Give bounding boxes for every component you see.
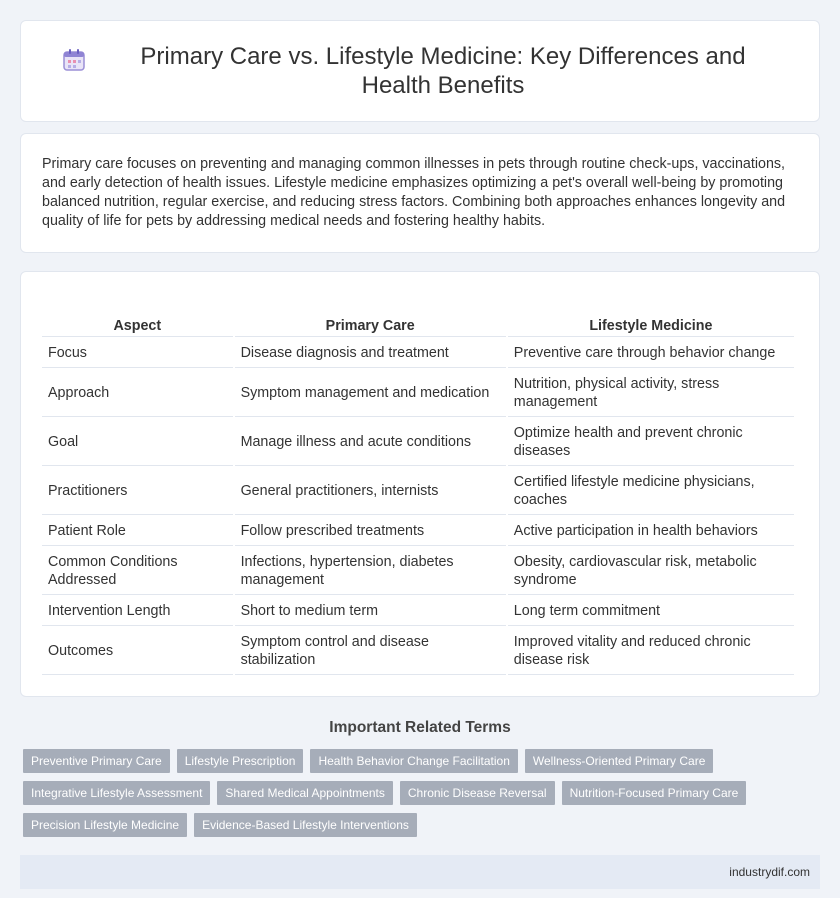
table-row [42, 517, 794, 546]
related-term-tag[interactable]: Lifestyle Prescription [177, 749, 304, 773]
calendar-icon [61, 47, 87, 73]
table-cell: Goal [42, 419, 233, 466]
table-cell: Long term commitment [508, 597, 794, 626]
table-cell: Practitioners [42, 468, 233, 515]
table-cell: Patient Role [42, 517, 233, 546]
table-row [42, 419, 794, 466]
related-term-tag[interactable]: Preventive Primary Care [23, 749, 170, 773]
table-cell: Improved vitality and reduced chronic disease risk [508, 628, 794, 675]
related-term-tag[interactable]: Wellness-Oriented Primary Care [525, 749, 714, 773]
column-header-aspect: Aspect [42, 315, 233, 337]
table-row [42, 597, 794, 626]
intro-card [20, 133, 820, 253]
column-header-lifestyle-medicine: Lifestyle Medicine [508, 315, 794, 337]
related-term-tag[interactable]: Precision Lifestyle Medicine [23, 813, 187, 837]
related-terms-heading: Important Related Terms [329, 719, 511, 736]
related-term-tag[interactable]: Chronic Disease Reversal [400, 781, 555, 805]
table-cell: Symptom control and disease stabilization [235, 628, 506, 675]
table-cell: Intervention Length [42, 597, 233, 626]
comparison-card [20, 271, 820, 697]
intro-text: Primary care focuses on preventing and managing common illnesses in pets through routine check-ups, vaccinations, and early detection of health issues. Lifestyle medicine emphasizes optimizing a pet's overall well-being by promoting balanced nutrition, regular exercise, and reducing stress factors. Combining both approaches enhances longevity and quality of life for pets by addressing medical needs and fostering healthy habits. [42, 156, 786, 229]
table-row [42, 468, 794, 515]
related-term-tag[interactable]: Evidence-Based Lifestyle Interventions [194, 813, 417, 837]
related-terms-list [23, 749, 820, 837]
table-row [42, 628, 794, 675]
table-row [42, 370, 794, 417]
related-term-tag[interactable]: Health Behavior Change Facilitation [310, 749, 517, 773]
table-cell: Follow prescribed treatments [235, 517, 506, 546]
table-cell: Certified lifestyle medicine physicians, coaches [508, 468, 794, 515]
table-row [42, 548, 794, 595]
table-cell: Symptom management and medication [235, 370, 506, 417]
table-cell: Approach [42, 370, 233, 417]
table-cell: Disease diagnosis and treatment [235, 339, 506, 368]
table-cell: Short to medium term [235, 597, 506, 626]
table-cell: Focus [42, 339, 233, 368]
table-cell: Nutrition, physical activity, stress management [508, 370, 794, 417]
table-cell: Active participation in health behaviors [508, 517, 794, 546]
related-term-tag[interactable]: Integrative Lifestyle Assessment [23, 781, 210, 805]
table-cell: Preventive care through behavior change [508, 339, 794, 368]
table-header-row [42, 315, 794, 337]
table-cell: Common Conditions Addressed [42, 548, 233, 595]
page-title: Primary Care vs. Lifestyle Medicine: Key Differences and Health Benefits [140, 43, 746, 99]
column-header-primary-care: Primary Care [235, 315, 506, 337]
table-row [42, 339, 794, 368]
header-card [20, 20, 820, 122]
comparison-table [40, 313, 796, 677]
footer-site-link[interactable]: industrydif.com [729, 865, 810, 879]
related-term-tag[interactable]: Nutrition-Focused Primary Care [562, 781, 747, 805]
table-cell: Optimize health and prevent chronic diseases [508, 419, 794, 466]
footer [20, 855, 820, 889]
related-term-tag[interactable]: Shared Medical Appointments [217, 781, 392, 805]
table-cell: Infections, hypertension, diabetes management [235, 548, 506, 595]
table-cell: Obesity, cardiovascular risk, metabolic syndrome [508, 548, 794, 595]
table-cell: General practitioners, internists [235, 468, 506, 515]
table-cell: Outcomes [42, 628, 233, 675]
table-cell: Manage illness and acute conditions [235, 419, 506, 466]
